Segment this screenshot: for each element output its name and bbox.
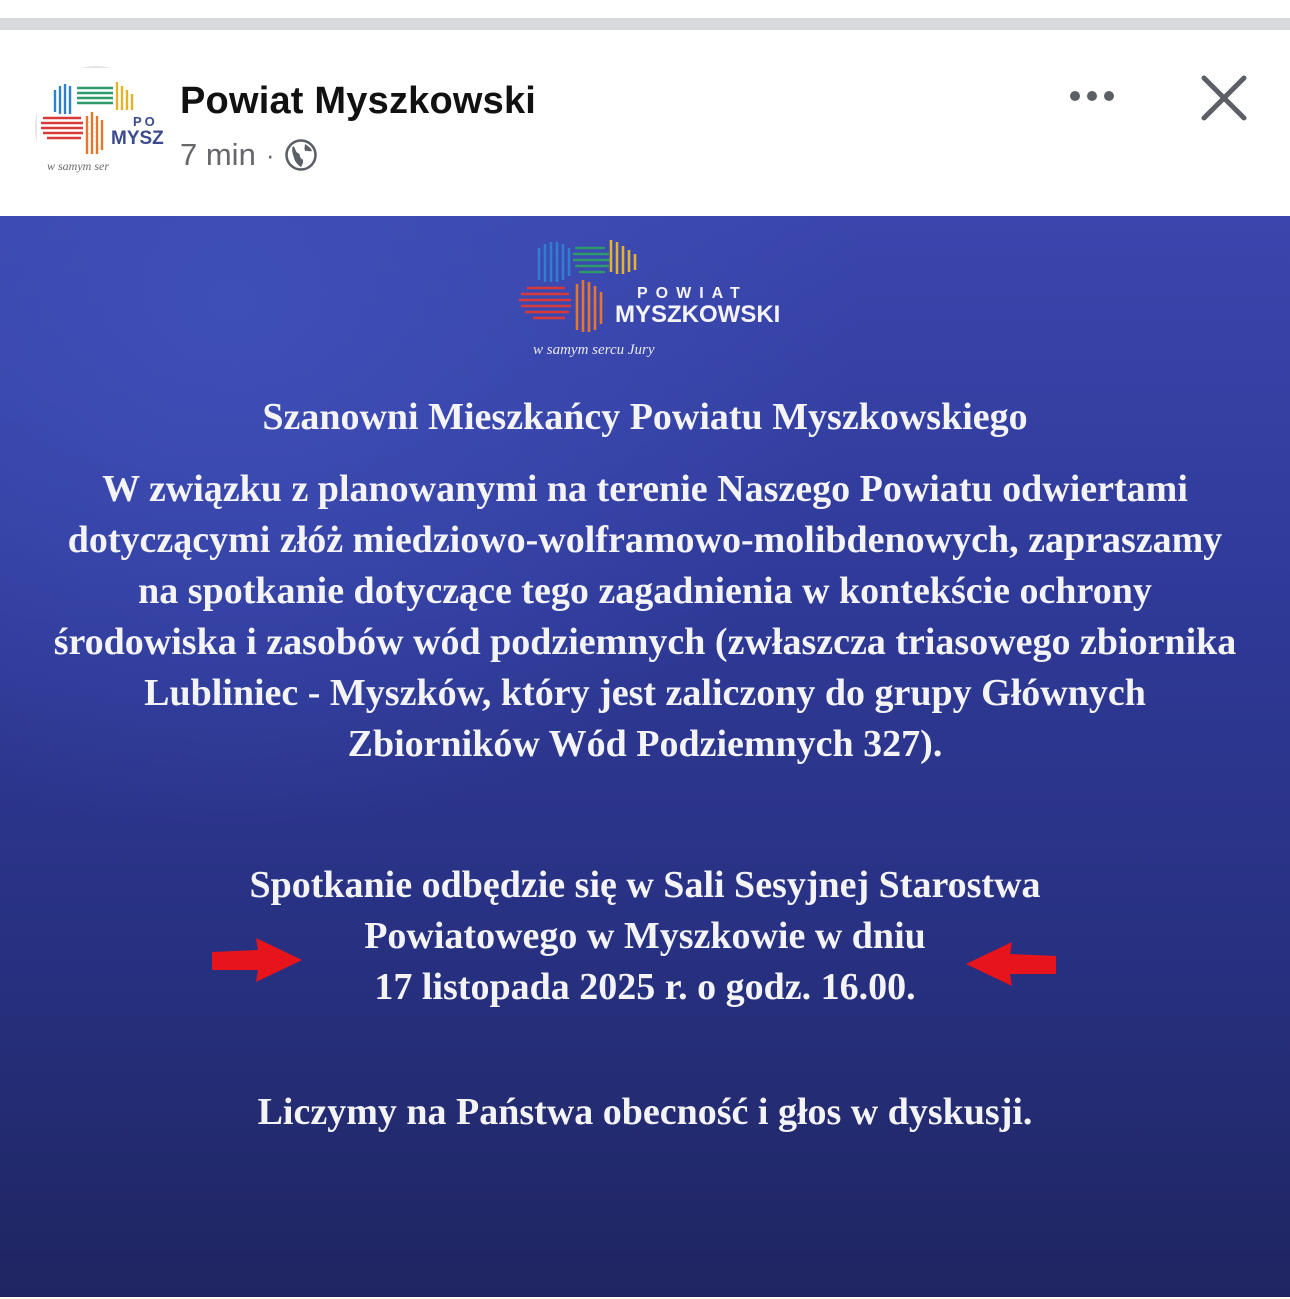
post-meta <box>180 136 318 174</box>
more-dots-icon <box>1070 91 1080 101</box>
globe-icon <box>284 138 318 172</box>
svg-text:MYSZ: MYSZ <box>111 128 164 149</box>
post-image[interactable] <box>0 216 1290 1299</box>
closing-line: Liczymy na Państwa obecność i głos w dyskusji. <box>257 1091 1033 1133</box>
powiat-logo <box>505 226 781 366</box>
svg-text:POWIAT: POWIAT <box>637 285 748 302</box>
more-dots-icon <box>1087 91 1097 101</box>
close-icon[interactable] <box>1196 70 1252 126</box>
meta-separator: · <box>265 139 275 170</box>
page-name[interactable]: Powiat Myszkowski <box>180 80 537 122</box>
svg-text:w samym ser: w samym ser <box>47 159 109 173</box>
post-time[interactable]: 7 min <box>180 137 256 172</box>
meeting-date-line: 17 listopada 2025 r. o godz. 16.00. <box>374 966 916 1008</box>
svg-text:w samym sercu Jury: w samym sercu Jury <box>533 342 655 358</box>
more-dots-icon <box>1104 91 1114 101</box>
svg-text:PO: PO <box>133 114 158 129</box>
meeting-line-2: Powiatowego w Myszkowie w dniu <box>364 915 926 957</box>
more-options-button[interactable] <box>1060 76 1124 116</box>
red-arrow-right-icon <box>206 934 306 986</box>
top-divider <box>0 18 1290 30</box>
announcement-paragraph: W związku z planowanymi na terenie Naszego Powiatu odwiertami dotyczącymi złóż miedziowo-wolframowo-molibdenowych, zapraszamy na spotkanie dotyczące tego zagadnienia w kontekście ochrony środowiska i zasobów wód podziemnych (zwłaszcza triasowego zbiornika Lubliniec - Myszków, który jest zaliczony do grupy Głównych Zbiorników Wód Podziemnych 327). <box>53 468 1237 765</box>
page-avatar[interactable] <box>35 66 164 188</box>
avatar-logo <box>37 68 164 190</box>
red-arrow-left-icon <box>962 938 1062 990</box>
svg-text:MYSZKOWSKI: MYSZKOWSKI <box>615 301 781 328</box>
greeting-heading: Szanowni Mieszkańcy Powiatu Myszkowskiego <box>262 396 1028 438</box>
meeting-line-1: Spotkanie odbędzie się w Sali Sesyjnej Starostwa <box>249 864 1041 906</box>
post-header <box>0 30 1290 216</box>
